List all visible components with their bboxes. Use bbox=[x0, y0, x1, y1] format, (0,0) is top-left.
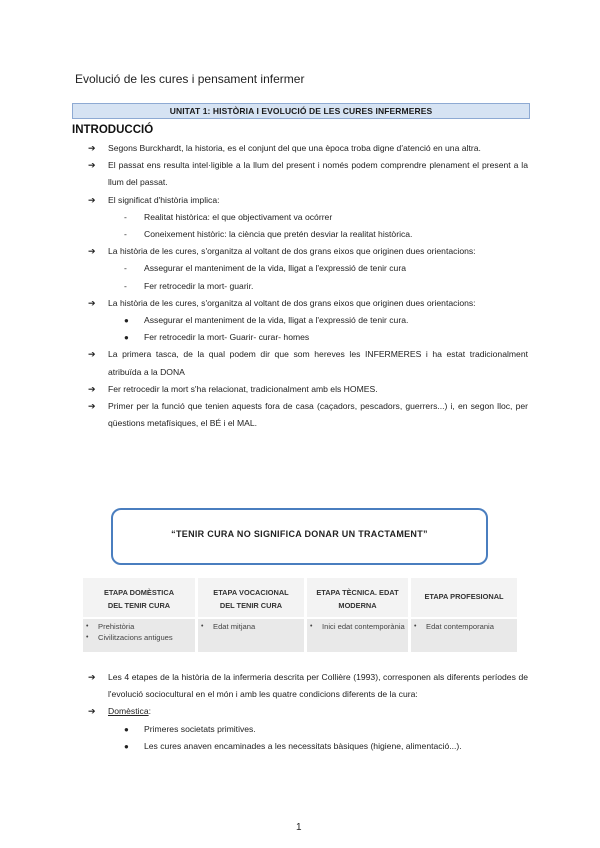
list-item-text: Inici edat contemporània bbox=[322, 622, 405, 631]
sub-list-item bbox=[124, 721, 528, 738]
arrow-icon: ➔ bbox=[88, 401, 96, 412]
stage-heading: ETAPA DOMÈSTICA DEL TENIR CURA bbox=[83, 578, 195, 619]
arrow-icon: ➔ bbox=[88, 383, 96, 394]
stage-heading: ETAPA TÈCNICA. EDAT MODERNA bbox=[307, 578, 408, 619]
list-item bbox=[86, 621, 192, 632]
sub-list-item-text: Fer retrocedir la mort- guarir. bbox=[144, 280, 254, 291]
stage-body bbox=[307, 619, 408, 652]
stage-body bbox=[83, 619, 195, 652]
bullet-dot-icon: • bbox=[86, 634, 89, 641]
list-item bbox=[88, 703, 528, 720]
bullet-dot-icon: ● bbox=[124, 724, 129, 734]
stages-table bbox=[83, 578, 517, 652]
bullet-dot-icon: ● bbox=[124, 316, 129, 326]
list-item bbox=[88, 381, 528, 398]
bullet-dot-icon: • bbox=[86, 623, 89, 630]
sub-list-item bbox=[124, 312, 528, 329]
list-item bbox=[310, 621, 405, 632]
list-item bbox=[201, 621, 301, 632]
sub-list-item-text: Assegurar el manteniment de la vida, lligat a l'expressió de tenir cura. bbox=[144, 315, 409, 326]
list-item-text: Les 4 etapes de la història de la infermeria descrita per Collière (1993), corresponen als diferents períodes de l'evolució sociocultural en el món i amb les quatre condicions diferents de la cura: bbox=[108, 672, 528, 700]
dash-icon: - bbox=[124, 211, 127, 222]
stage-vocational bbox=[198, 578, 304, 652]
quote-callout: “TENIR CURA NO SIGNIFICA DONAR UN TRACTAMENT” bbox=[111, 508, 488, 565]
stage-heading: ETAPA PROFESIONAL bbox=[411, 578, 517, 619]
list-item-text: El significat d'història implica: bbox=[108, 194, 220, 205]
dash-icon: - bbox=[124, 280, 127, 291]
arrow-icon: ➔ bbox=[88, 349, 96, 360]
bullet-dot-icon: • bbox=[310, 623, 313, 630]
dash-icon: - bbox=[124, 263, 127, 274]
list-item bbox=[414, 621, 514, 632]
bullet-dot-icon: ● bbox=[124, 741, 129, 751]
sub-list-item bbox=[124, 260, 528, 277]
list-item bbox=[88, 669, 528, 703]
stage-domestic bbox=[83, 578, 195, 652]
list-item bbox=[88, 398, 528, 432]
list-item-text: Edat contemporania bbox=[426, 622, 494, 631]
list-item bbox=[88, 295, 528, 312]
arrow-icon: ➔ bbox=[88, 297, 96, 308]
intro-content bbox=[88, 140, 528, 432]
bullet-dot-icon: • bbox=[201, 623, 204, 630]
document-title: Evolució de les cures i pensament infermer bbox=[75, 72, 305, 86]
list-item-text: La primera tasca, de la qual podem dir que som hereves les INFERMERES i ha estat tradicionalment atribuïda a la DONA bbox=[108, 349, 528, 377]
stage-technical bbox=[307, 578, 408, 652]
page-number: 1 bbox=[296, 822, 302, 833]
stage-body bbox=[411, 619, 517, 652]
list-item-text: La història de les cures, s'organitza al voltant de dos grans eixos que originen dues orientacions: bbox=[108, 297, 476, 308]
stages-content bbox=[88, 669, 528, 755]
dash-icon: - bbox=[124, 229, 127, 240]
list-item bbox=[86, 632, 192, 643]
list-item-text: Fer retrocedir la mort s'ha relacionat, tradicionalment amb els HOMES. bbox=[108, 383, 378, 394]
list-item-text: Segons Burckhardt, la historia, es el conjunt del que una època troba digne d'atenció en una altra. bbox=[108, 143, 481, 153]
sub-list-item-text: Coneixement històric: la ciència que pretén desviar la realitat històrica. bbox=[144, 229, 413, 240]
list-item bbox=[88, 140, 528, 157]
sub-list-item bbox=[124, 278, 528, 295]
list-item-text: El passat ens resulta intel·ligible a la llum del present i només podem comprendre plenament el present a la llum del passat. bbox=[108, 160, 528, 188]
underlined-term: Domèstica bbox=[108, 706, 149, 717]
sub-list-item-text: Primeres societats primitives. bbox=[144, 723, 256, 734]
sub-list-item-text: Les cures anaven encaminades a les necessitats bàsiques (higiene, alimentació...). bbox=[144, 740, 462, 751]
list-item-text: Edat mitjana bbox=[213, 622, 256, 631]
unit-heading: UNITAT 1: HISTÒRIA I EVOLUCIÓ DE LES CURES INFERMERES bbox=[72, 103, 530, 119]
arrow-icon: ➔ bbox=[88, 160, 96, 171]
colon: : bbox=[148, 706, 151, 717]
bullet-dot-icon: • bbox=[414, 623, 417, 630]
arrow-icon: ➔ bbox=[88, 672, 96, 682]
sub-list-item-text: Assegurar el manteniment de la vida, lligat a l'expressió de tenir cura bbox=[144, 263, 406, 274]
sub-list-item bbox=[124, 738, 528, 755]
sub-list-item bbox=[124, 329, 528, 346]
arrow-icon: ➔ bbox=[88, 246, 96, 257]
list-item-text bbox=[108, 703, 528, 720]
sub-list-item-text: Fer retrocedir la mort- Guarir- curar- homes bbox=[144, 332, 310, 343]
list-item bbox=[88, 157, 528, 191]
arrow-icon: ➔ bbox=[88, 143, 96, 153]
list-item-text: Primer per la funció que tenien aquests fora de casa (caçadors, pescadors, guerrers...) i, en segon lloc, per qüestions metafísiques, el BÉ i el MAL. bbox=[108, 401, 528, 429]
stage-heading: ETAPA VOCACIONAL DEL TENIR CURA bbox=[198, 578, 304, 619]
list-item bbox=[88, 192, 528, 209]
bullet-dot-icon: ● bbox=[124, 333, 129, 343]
sub-list-item bbox=[124, 226, 528, 243]
stage-body bbox=[198, 619, 304, 652]
arrow-icon: ➔ bbox=[88, 706, 96, 717]
stage-professional bbox=[411, 578, 517, 652]
list-item bbox=[88, 243, 528, 260]
list-item-text: Prehistòria bbox=[98, 622, 135, 631]
list-item bbox=[88, 346, 528, 380]
list-item-text: Civilitzacions antigues bbox=[98, 633, 173, 642]
sub-list-item-text: Realitat històrica: el que objectivament va ocórrer bbox=[144, 211, 333, 222]
sub-list-item bbox=[124, 209, 528, 226]
section-heading: INTRODUCCIÓ bbox=[72, 124, 154, 136]
arrow-icon: ➔ bbox=[88, 194, 96, 205]
list-item-text: La història de les cures, s'organitza al voltant de dos grans eixos que originen dues orientacions: bbox=[108, 246, 476, 257]
